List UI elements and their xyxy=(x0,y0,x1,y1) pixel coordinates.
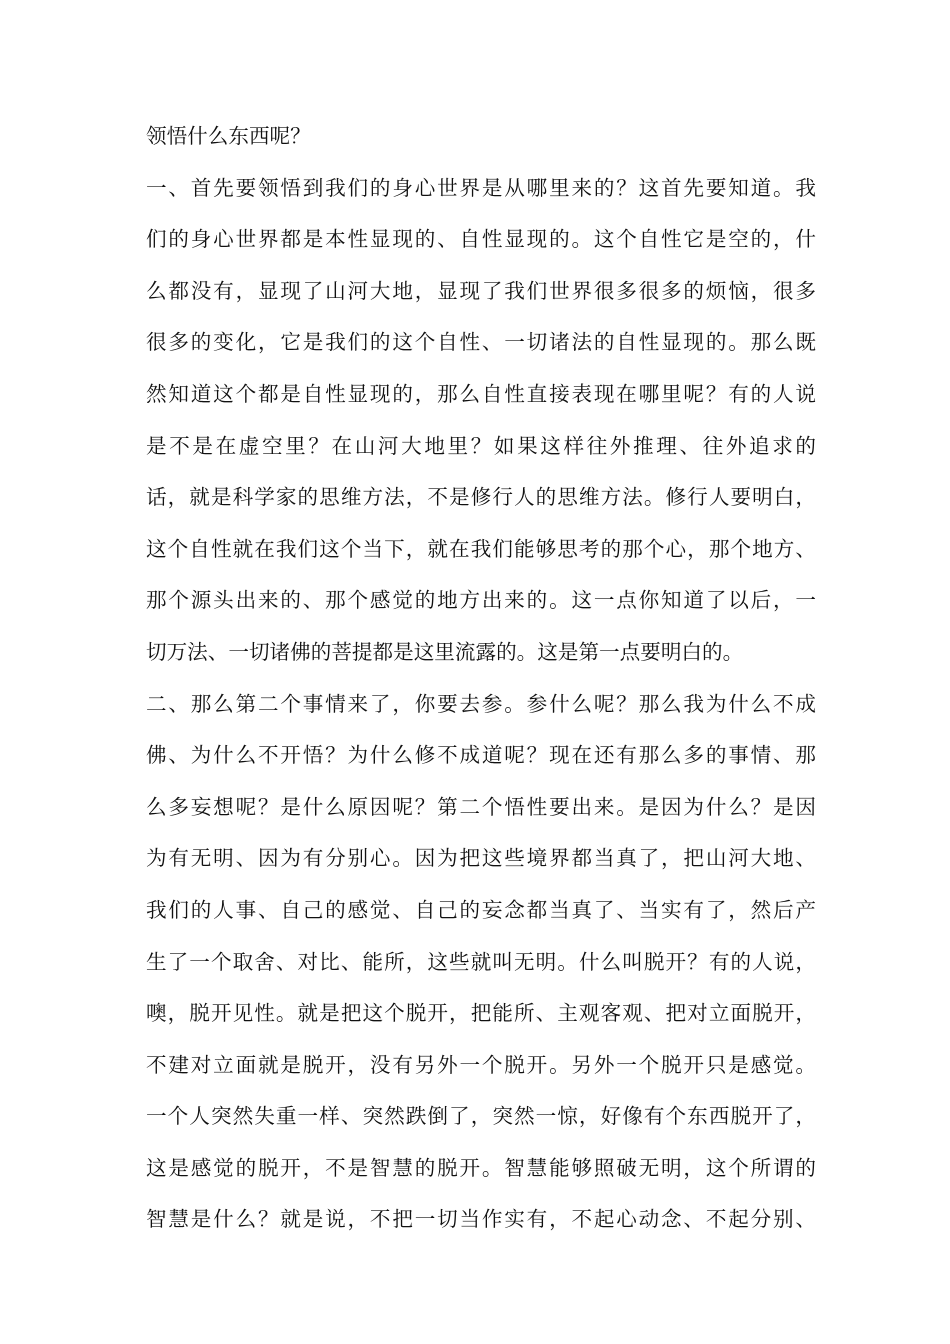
text-line: 这个自性就在我们这个当下，就在我们能够思考的那个心，那个地方、 xyxy=(146,536,816,561)
text-line: 么都没有，显现了山河大地，显现了我们世界很多很多的烦恼，很多 xyxy=(146,278,816,303)
text-line: 领悟什么东西呢？ xyxy=(146,124,311,148)
text-line: 么多妄想呢？是什么原因呢？第二个悟性要出来。是因为什么？是因 xyxy=(146,794,816,819)
text-line: 切万法、一切诸佛的菩提都是这里流露的。这是第一点要明白的。 xyxy=(146,639,744,664)
text-line: 二、那么第二个事情来了，你要去参。参什么呢？那么我为什么不成 xyxy=(146,691,816,716)
text-line: 然知道这个都是自性显现的，那么自性直接表现在哪里呢？有的人说 xyxy=(146,381,816,406)
text-line: 很多的变化，它是我们的这个自性、一切诸法的自性显现的。那么既 xyxy=(146,330,816,355)
text-line: 为有无明、因为有分别心。因为把这些境界都当真了，把山河大地、 xyxy=(146,846,816,871)
text-line: 话，就是科学家的思维方法，不是修行人的思维方法。修行人要明白， xyxy=(146,485,816,510)
text-line: 噢，脱开见性。就是把这个脱开，把能所、主观客观、把对立面脱开， xyxy=(146,1001,816,1026)
text-line: 不建对立面就是脱开，没有另外一个脱开。另外一个脱开只是感觉。 xyxy=(146,1052,816,1077)
text-line: 是不是在虚空里？在山河大地里？如果这样往外推理、往外追求的 xyxy=(146,433,816,458)
text-line: 一、首先要领悟到我们的身心世界是从哪里来的？这首先要知道。我 xyxy=(146,175,816,200)
document-body xyxy=(146,114,816,1249)
text-line: 那个源头出来的、那个感觉的地方出来的。这一点你知道了以后，一 xyxy=(146,588,816,613)
text-line: 智慧是什么？就是说，不把一切当作实有，不起心动念、不起分别、 xyxy=(146,1207,816,1232)
text-line: 生了一个取舍、对比、能所，这些就叫无明。什么叫脱开？有的人说， xyxy=(146,949,816,974)
text-line: 我们的人事、自己的感觉、自己的妄念都当真了、当实有了，然后产 xyxy=(146,897,816,922)
text-line: 佛、为什么不开悟？为什么修不成道呢？现在还有那么多的事情、那 xyxy=(146,743,816,768)
text-line: 一个人突然失重一样、突然跌倒了，突然一惊，好像有个东西脱开了， xyxy=(146,1104,816,1129)
text-line: 这是感觉的脱开，不是智慧的脱开。智慧能够照破无明，这个所谓的 xyxy=(146,1155,816,1180)
text-line: 们的身心世界都是本性显现的、自性显现的。这个自性它是空的，什 xyxy=(146,227,816,252)
